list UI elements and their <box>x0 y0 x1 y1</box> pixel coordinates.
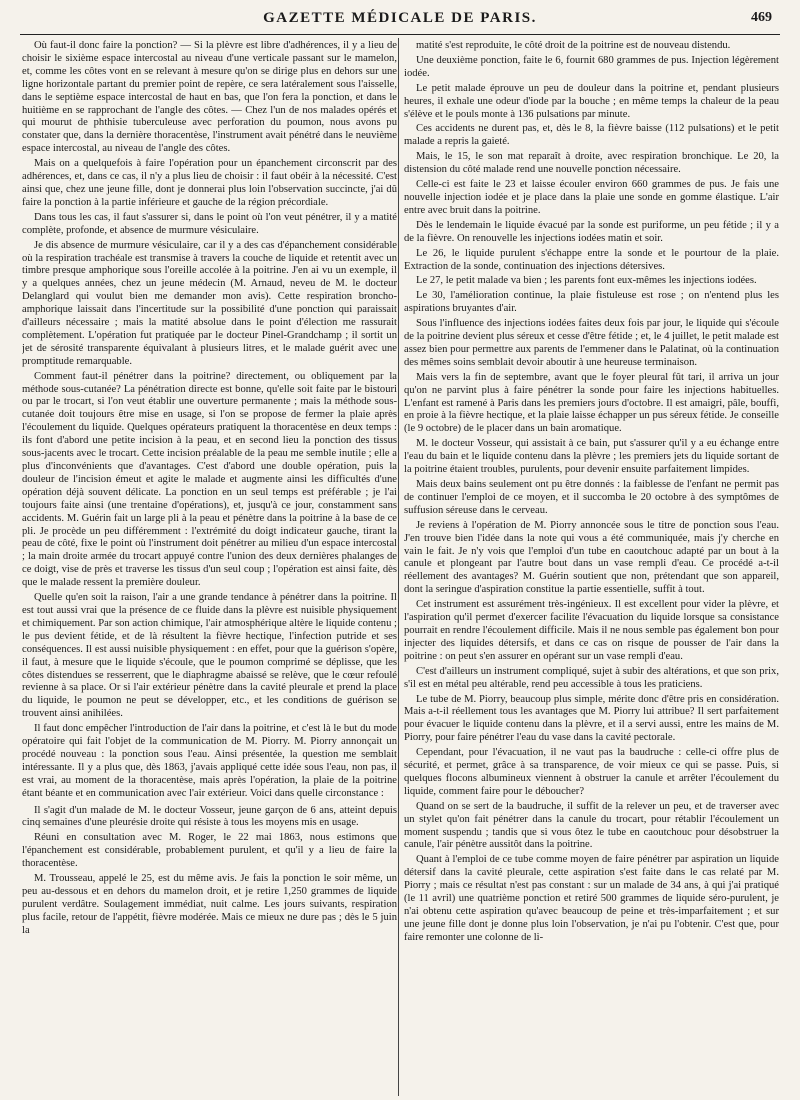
paragraph: Cependant, pour l'évacuation, il ne vaut pas la baudruche : celle-ci offre plus de sécurité, et permet, grâce à sa transparence, de voir mieux ce qui se passe. Puis, si quelques flocons albumineux viennent à obstruer la canule et arrêter l'écoulement du liquide, comment faire pour le déboucher? <box>404 747 779 797</box>
paragraph: Le 30, l'amélioration continue, la plaie fistuleuse est rose ; on n'entend plus les aspirations bruyantes d'air. <box>404 290 779 315</box>
page-header <box>20 10 780 32</box>
paragraph: M. Trousseau, appelé le 25, est du même avis. Je fais la ponction le soir même, un peu au-dessous et en dehors du mamelon droit, et je retire 1,250 grammes de liquide purulent verdâtre. Soulagement immédiat, nuit calme. Les jours suivants, respiration plus facile, retour de l'appétit, fièvre modérée. Mais ce mieux ne dure pas ; dès le 5 juin la <box>22 873 397 936</box>
paragraph: Ces accidents ne durent pas, et, dès le 8, la fièvre baisse (112 pulsations) et le petit malade a repris la gaieté. <box>404 123 779 148</box>
paragraph: Quelle qu'en soit la raison, l'air a une grande tendance à pénétrer dans la poitrine. Il est tout aussi vrai que la présence de ce fluide dans la plèvre est nuisible physiquement et chimiquement. Par son action chimique, l'air atmosphérique altère le liquide contenu ; le pus devient fétide, et de là résultent la fièvre hectique, l'infection putride et ses conséquences. Il est aussi nuisible physiquement : en effet, pour que la guérison s'opère, il faut, à mesure que le liquide s'écoule, que le poumon comprimé se déplisse, que les côtes distendues se resserrent, que le diaphragme abaissé se relève, que le cœur refoulé revienne à sa place. Or si l'air extérieur pénètre dans la cavité pleurale et prend la place du liquide, le poumon ne peut se développer, etc., et les conditions de guérison se trouvent ainsi anihilées. <box>22 592 397 720</box>
paragraph: Quant à l'emploi de ce tube comme moyen de faire pénétrer par aspiration un liquide détersif dans la cavité pleurale, cette aspiration s'est faite dans le cas relaté par M. Piorry ; mais ce résultat n'est pas constant : sur un malade de 34 ans, à qui j'ai pratiqué (le 11 avril) une quatrième ponction et retiré 500 grammes de liquide séro-purulent, je n'ai obtenu cette aspiration qu'avec beaucoup de peine et très-imparfaitement ; et sur une jeune fille dont je donne plus loin l'observation, je n'ai pu l'obtenir. C'est que, pour faire remonter une colonne de li- <box>404 854 779 943</box>
paragraph: Je dis absence de murmure vésiculaire, car il y a des cas d'épanchement considérable où la respiration trachéale est transmise à travers la couche de liquide et retentit avec un timbre presque amphorique sous l'oreille accolée à la poitrine. J'en ai vu un exemple, il y a quelques années, chez un jeune médecin (M. Arnaud, neveu de M. le docteur Delanglard qui voulut bien me demander mon avis). Cette respiration broncho-amphorique laissait dans l'incertitude sur la possibilité d'une ponction qui paraissait d'ailleurs nécessaire ; mais la matité absolue dans le point d'élection me rassurait complètement. L'opération fut pratiquée par le docteur Pinel-Grandchamp ; il sortit un jet de sérosité transparente équivalant à plusieurs litres, et le malade guérit avec une promptitude remarquable. <box>22 239 397 367</box>
paragraph: Cet instrument est assurément très-ingénieux. Il est excellent pour vider la plèvre, et l'aspiration qu'il permet d'exercer facilite l'évacuation du liquide lorsque sa consistance pourrait en rendre l'écoulement difficile. Mais il ne nous semble pas également bon pour injecter des liquides détersifs, et dans ce cas on risque de pousser de l'air dans la poitrine : on peut s'en assurer en opérant sur un vase rempli d'eau. <box>404 599 779 662</box>
paragraph: Mais vers la fin de septembre, avant que le foyer pleural fût tari, il arriva un jour qu'on ne parvint plus à faire pénétrer la sonde pour faire les injections habituelles. L'enfant est ramené à Paris dans les premiers jours d'octobre. Il est amaigri, pâle, bouffi, en proie à la fièvre hectique, et la plaie laisse échapper un pus séreux fétide. Je conseille (le 9 octobre) de le placer dans un bain aromatique. <box>404 371 779 435</box>
paragraph: Quand on se sert de la baudruche, il suffit de la relever un peu, et de traverser avec un stylet qu'on fait pénétrer dans la canule du trocart, pour rétablir l'écoulement un moment suspendu ; tandis que si vous ôtez le tube en caoutchouc pour désobstruer la canule, l'air pénètre aussitôt dans la poitrine. <box>404 800 779 851</box>
paragraph: C'est d'ailleurs un instrument compliqué, sujet à subir des altérations, et que son prix, s'il est en métal peu altérable, rend peu accessible à tous les praticiens. <box>404 665 779 690</box>
paragraph: Réuni en consultation avec M. Roger, le 22 mai 1863, nous estimons que l'épanchement est considérable, probablement purulent, et qu'il y a lieu de faire la thoracentèse. <box>22 832 397 870</box>
header-rule <box>20 34 780 35</box>
paragraph: Le 26, le liquide purulent s'échappe entre la sonde et le pourtour de la plaie. Extraction de la sonde, continuation des injections détersives. <box>404 247 779 272</box>
right-column <box>404 40 779 1096</box>
paragraph: Mais on a quelquefois à faire l'opération pour un épanchement circonscrit par des adhérences, et, dans ce cas, il n'y a plus lieu de choisir : il faut obéir à la nécessité. C'est ainsi que, chez une jeune fille, dont je donnerai plus loin l'observation succincte, j'ai dû faire la ponction à la partie inférieure et gauche de la région précordiale. <box>22 158 397 208</box>
paragraph: Dans tous les cas, il faut s'assurer si, dans le point où l'on veut pénétrer, il y a matité complète, profonde, et absence de murmure vésiculaire. <box>22 211 397 236</box>
paragraph: Je reviens à l'opération de M. Piorry annoncée sous le titre de ponction sous l'eau. J'en trouve bien l'idée dans la note qui vous a été communiquée, mais j'y cherche en vain le fait. Je n'y vois que l'emploi d'un tube en caoutchouc adapté par un bout à la canule et plongeant par l'autre bout dans un vase rempli d'eau. Ce procédé a-t-il réellement des avantages? M. Guérin soutient que non, prétendant que son appareil, dont la seringue d'aspiration constitue la partie essentielle, suffit à tout. <box>404 519 779 596</box>
paragraph: Celle-ci est faite le 23 et laisse écouler environ 660 grammes de pus. Je fais une nouvelle injection iodée et je place dans la plaie une sonde en gomme élastique. L'air entre avec bruit dans la poitrine. <box>404 179 779 216</box>
paragraph: Il faut donc empêcher l'introduction de l'air dans la poitrine, et c'est là le but du mode opératoire qui fait l'objet de la communication de M. Piorry. M. Piorry annonçait un procédé nouveau : la ponction sous l'eau. Ainsi présentée, la question me semblait intéressante. Il y a plus que, dès 1863, j'avais appliqué cette idée sous l'eau, non pas, il est vrai, au moment de la thoracentèse, mais après l'opération, la plaie de la poitrine étant béante et en communication avec l'air extérieur. Voici dans quelle circonstance : <box>22 723 397 799</box>
column-divider <box>398 38 399 1096</box>
paragraph: M. le docteur Vosseur, qui assistait à ce bain, put s'assurer qu'il y a eu échange entre l'eau du bain et le liquide contenu dans la plèvre ; les premiers jets du liquide sortant de la poitrine étaient troubles, purulents, pour devenir ensuite parfaitement limpides. <box>404 438 779 476</box>
paragraph: Le tube de M. Piorry, beaucoup plus simple, mérite donc d'être pris en considération. Mais a-t-il réellement tous les avantages que M. Piorry lui attribue? Il sert parfaitement pour évacuer le liquide contenu dans la plèvre, et il a servi aussi, entre les mains de M. Piorry, pour faire pénétrer l'eau du vase dans la cavité pectorale. <box>404 693 779 744</box>
paragraph: Où faut-il donc faire la ponction? — Si la plèvre est libre d'adhérences, il y a lieu de choisir le sixième espace intercostal au niveau d'une verticale passant sur le mamelon, et, comme les côtes vont en se relevant à mesure qu'on se dirige plus en dehors sur une ligne horizontale partant du premier point de repère, ce sera latéralement sous l'aisselle, dans le septième espace intercostal de haut en bas, que l'on fera la ponction, et dans le huitième en se rapprochant de l'angle des côtes. — Chez l'un de nos malades opérés et qui mourut de phthisie tuberculeuse avec perforation du poumon, nous avons pu constater que, dans la dernière thoracentèse, l'instrument avait pénétré dans le neuvième espace intercostal, au niveau de l'angle des côtes. <box>22 40 397 155</box>
paragraph: Sous l'influence des injections iodées faites deux fois par jour, le liquide qui s'écoule de la poitrine devient plus séreux et cesse d'être fétide ; et, le 4 juillet, le petit malade est assez bien pour permettre aux parents de l'emmener dans le Palatinat, où la continuation des mêmes soins semblait devoir aboutir à une heureuse terminaison. <box>404 318 779 368</box>
paragraph: Comment faut-il pénétrer dans la poitrine? directement, ou obliquement par la méthode sous-cutanée? La pénétration directe est bonne, qu'elle soit faite par le bistouri ou par le trocart, si l'on veut établir une ouverture permanente ; mais la méthode sous-cutanée doit toujours être mise en usage, si l'on se propose de fermer la plaie après l'écoulement du liquide. Quelques opérateurs pratiquent la thoracentèse en deux temps : ils font d'abord une petite incision à la peau, et en second lieu la ponction des tissus sous-jacents avec le trocart. Cette incision préalable de la peau me semble inutile ; elle a plus d'inconvénients que d'avantages. C'est d'abord une double opération, puis la douleur de l'incision émeut et agite le malade et augmente ainsi les difficultés d'une opération déjà souvent délicate. La ponction en un seul temps est préférable ; je l'ai toujours faite ainsi (une trentaine d'opérations), et, jusqu'à ce jour, constamment sans accidents. M. Guérin fait un large pli à la peau et pénètre dans la poitrine à la base de ce pli. Je procède un peu différemment : l'extrémité du doigt indicateur gauche, tirant la peau de côté, fixe le point où l'instrument doit pénétrer au milieu d'un espace intercostal ; la main droite armée du trocart appuyé contre l'union des deux dernières phalanges de ce doigt, vise de près et traverse les tissus d'un seul coup ; l'opération est ainsi faite, dès que le malade ressent la première douleur. <box>22 370 397 589</box>
paragraph: matité s'est reproduite, le côté droit de la poitrine est de nouveau distendu. <box>416 40 731 51</box>
paragraph: Il s'agit d'un malade de M. le docteur Vosseur, jeune garçon de 6 ans, atteint depuis cinq semaines d'une pleurésie droite qui résiste à tous les moyens mis en usage. <box>22 804 397 829</box>
paragraph: Le 27, le petit malade va bien ; les parents font eux-mêmes les injections iodées. <box>416 275 757 287</box>
paragraph: Dès le lendemain le liquide évacué par la sonde est puriforme, un peu fétide ; il y a de la fièvre. On renouvelle les injections iodées matin et soir. <box>404 219 779 244</box>
page-number: 469 <box>751 10 772 25</box>
paragraph: Le petit malade éprouve un peu de douleur dans la poitrine et, pendant plusieurs heures, il exhale une odeur d'iode par la bouche ; en même temps la chaleur de la peau s'élève et le pouls monte à 136 pulsations par minute. <box>404 82 779 120</box>
journal-title: GAZETTE MÉDICALE DE PARIS. <box>263 10 537 26</box>
paragraph: Mais, le 15, le son mat reparaît à droite, avec respiration bronchique. Le 20, la distension du côté malade rend une nouvelle ponction nécessaire. <box>404 151 779 176</box>
paragraph: Une deuxième ponction, faite le 6, fournit 680 grammes de pus. Injection légèrement iodée. <box>404 54 779 79</box>
paragraph: Mais deux bains seulement ont pu être donnés : la faiblesse de l'enfant ne permit pas de continuer l'emploi de ce moyen, et il succomba le 20 octobre à des symptômes de suffusion séreuse dans le cerveau. <box>404 479 779 516</box>
left-column <box>22 40 397 1096</box>
